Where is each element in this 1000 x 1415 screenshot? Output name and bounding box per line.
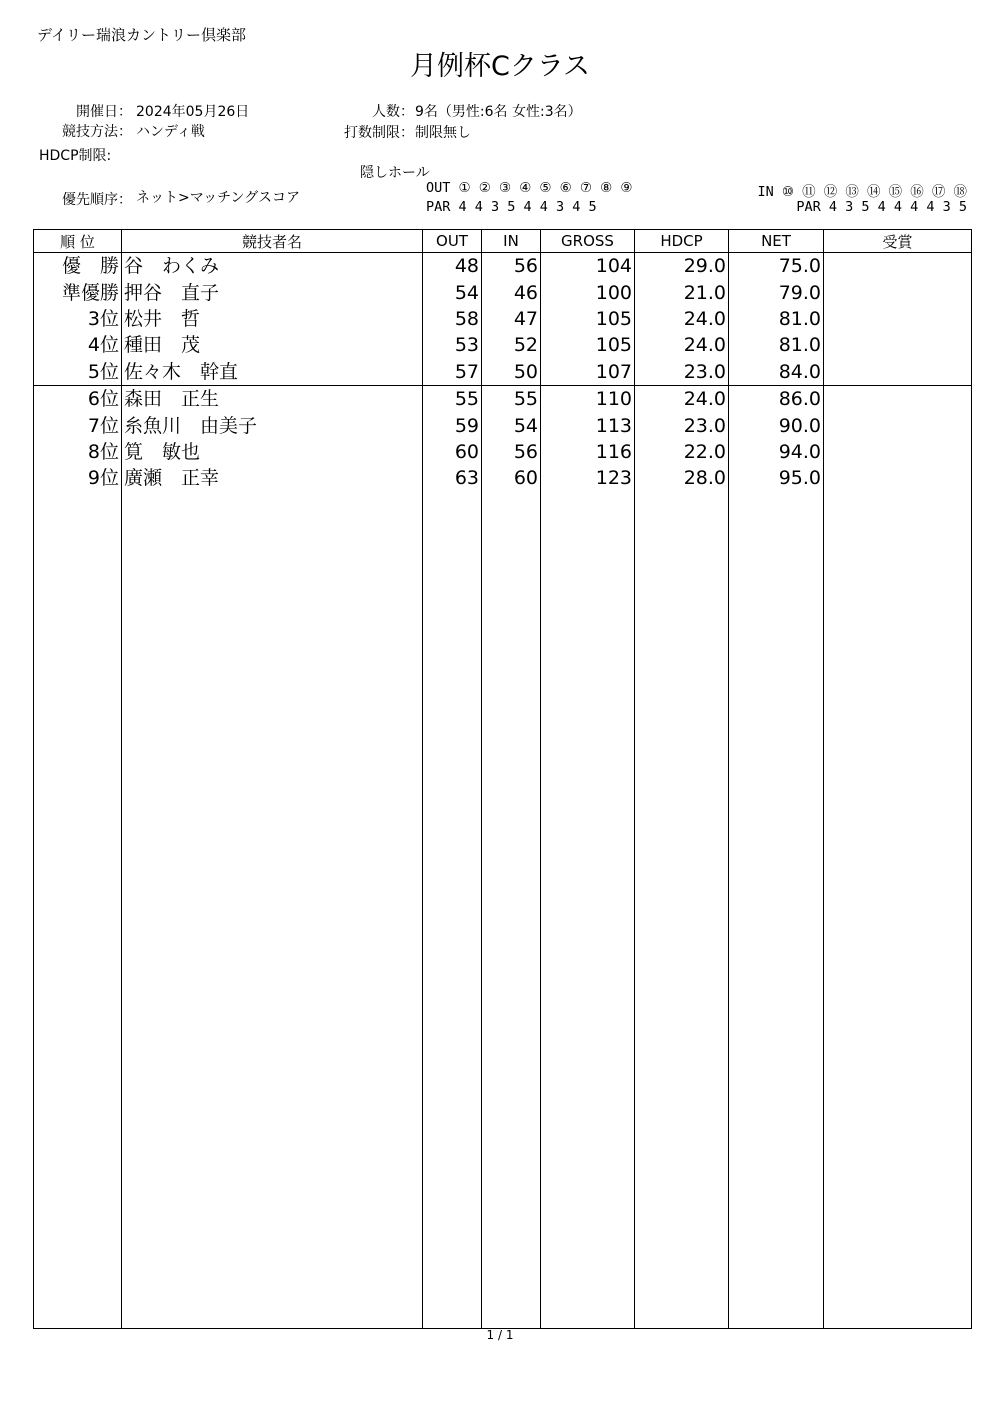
priority-label: 優先順序： [62, 192, 132, 208]
in-cell: 50 [482, 359, 541, 386]
hdcp-limit-label: HDCP制限: [39, 148, 112, 164]
empty-filler-row [34, 492, 972, 1329]
award-cell [824, 465, 972, 491]
player-name-cell: 佐々木 幹直 [122, 359, 423, 386]
rank-cell: 5位 [34, 359, 122, 386]
in-cell: 55 [482, 385, 541, 412]
page-title: 月例杯Cクラス [409, 51, 591, 82]
out-cell: 57 [423, 359, 482, 386]
table-row [34, 465, 972, 491]
award-cell [824, 439, 972, 465]
gross-cell: 107 [541, 359, 635, 386]
net-cell: 81.0 [729, 332, 824, 358]
rank-cell: 8位 [34, 439, 122, 465]
table-row [34, 253, 972, 280]
award-cell [824, 385, 972, 412]
player-name-cell: 押谷 直子 [122, 279, 423, 305]
col-header-hdcp: HDCP [635, 230, 729, 253]
table-row [34, 332, 972, 358]
in-cell: 46 [482, 279, 541, 305]
club-name: デイリー瑞浪カントリー倶楽部 [37, 26, 246, 44]
rank-cell: 3位 [34, 306, 122, 332]
rank-cell: 優 勝 [34, 253, 122, 280]
stroke-limit-value: 制限無し [415, 125, 471, 141]
in-cell: 60 [482, 465, 541, 491]
rank-cell: 7位 [34, 412, 122, 438]
in-cell: 47 [482, 306, 541, 332]
in-holes-row: IN ⑩ ⑪ ⑫ ⑬ ⑭ ⑮ ⑯ ⑰ ⑱ [757, 184, 967, 200]
net-cell: 81.0 [729, 306, 824, 332]
award-cell [824, 279, 972, 305]
hdcp-cell: 21.0 [635, 279, 729, 305]
col-header-name: 競技者名 [122, 230, 423, 253]
player-name-cell: 糸魚川 由美子 [122, 412, 423, 438]
player-name-cell: 廣瀬 正幸 [122, 465, 423, 491]
players-value: 9名（男性:6名 女性:3名） [415, 104, 582, 120]
priority-value: ネット>マッチングスコア [136, 190, 301, 206]
gross-cell: 113 [541, 412, 635, 438]
gross-cell: 123 [541, 465, 635, 491]
hdcp-cell: 24.0 [635, 306, 729, 332]
date-label: 開催日： [76, 104, 132, 120]
out-cell: 53 [423, 332, 482, 358]
out-holes-row: OUT ① ② ③ ④ ⑤ ⑥ ⑦ ⑧ ⑨ [426, 180, 633, 196]
in-cell: 52 [482, 332, 541, 358]
table-row [34, 306, 972, 332]
table-row [34, 385, 972, 412]
out-cell: 63 [423, 465, 482, 491]
hdcp-cell: 24.0 [635, 332, 729, 358]
in-cell: 56 [482, 253, 541, 280]
award-cell [824, 253, 972, 280]
hdcp-cell: 23.0 [635, 412, 729, 438]
in-cell: 56 [482, 439, 541, 465]
hdcp-cell: 22.0 [635, 439, 729, 465]
player-name-cell: 筧 敏也 [122, 439, 423, 465]
hdcp-cell: 29.0 [635, 253, 729, 280]
out-cell: 60 [423, 439, 482, 465]
net-cell: 84.0 [729, 359, 824, 386]
hidden-holes-label: 隠しホール [360, 165, 430, 181]
player-name-cell: 松井 哲 [122, 306, 423, 332]
rank-cell: 9位 [34, 465, 122, 491]
gross-cell: 100 [541, 279, 635, 305]
col-header-gross: GROSS [541, 230, 635, 253]
hdcp-cell: 23.0 [635, 359, 729, 386]
col-header-rank: 順 位 [34, 230, 122, 253]
results-table [33, 229, 972, 1329]
out-par-row: PAR 4 4 3 5 4 4 3 4 5 [426, 199, 597, 215]
player-name-cell: 谷 わくみ [122, 253, 423, 280]
table-row [34, 279, 972, 305]
net-cell: 90.0 [729, 412, 824, 438]
players-label: 人数： [372, 104, 414, 120]
in-par-row: PAR 4 3 5 4 4 4 4 3 5 [796, 199, 967, 215]
hdcp-cell: 28.0 [635, 465, 729, 491]
net-cell: 86.0 [729, 385, 824, 412]
net-cell: 95.0 [729, 465, 824, 491]
out-cell: 54 [423, 279, 482, 305]
table-header-row [34, 230, 972, 253]
rank-cell: 準優勝 [34, 279, 122, 305]
gross-cell: 105 [541, 332, 635, 358]
page-number: 1 / 1 [486, 1328, 514, 1342]
award-cell [824, 332, 972, 358]
player-name-cell: 森田 正生 [122, 385, 423, 412]
table-row [34, 359, 972, 386]
out-cell: 48 [423, 253, 482, 280]
gross-cell: 116 [541, 439, 635, 465]
col-header-out: OUT [423, 230, 482, 253]
net-cell: 94.0 [729, 439, 824, 465]
award-cell [824, 359, 972, 386]
table-row [34, 439, 972, 465]
out-cell: 58 [423, 306, 482, 332]
method-label: 競技方法： [62, 124, 132, 140]
table-row [34, 412, 972, 438]
method-value: ハンディ戦 [136, 124, 205, 140]
rank-cell: 6位 [34, 385, 122, 412]
col-header-net: NET [729, 230, 824, 253]
stroke-limit-label: 打数制限： [344, 125, 414, 141]
net-cell: 75.0 [729, 253, 824, 280]
award-cell [824, 306, 972, 332]
date-value: 2024年05月26日 [136, 104, 250, 120]
in-cell: 54 [482, 412, 541, 438]
col-header-award: 受賞 [824, 230, 972, 253]
net-cell: 79.0 [729, 279, 824, 305]
hdcp-cell: 24.0 [635, 385, 729, 412]
rank-cell: 4位 [34, 332, 122, 358]
gross-cell: 110 [541, 385, 635, 412]
award-cell [824, 412, 972, 438]
gross-cell: 104 [541, 253, 635, 280]
out-cell: 59 [423, 412, 482, 438]
gross-cell: 105 [541, 306, 635, 332]
player-name-cell: 種田 茂 [122, 332, 423, 358]
out-cell: 55 [423, 385, 482, 412]
col-header-in: IN [482, 230, 541, 253]
